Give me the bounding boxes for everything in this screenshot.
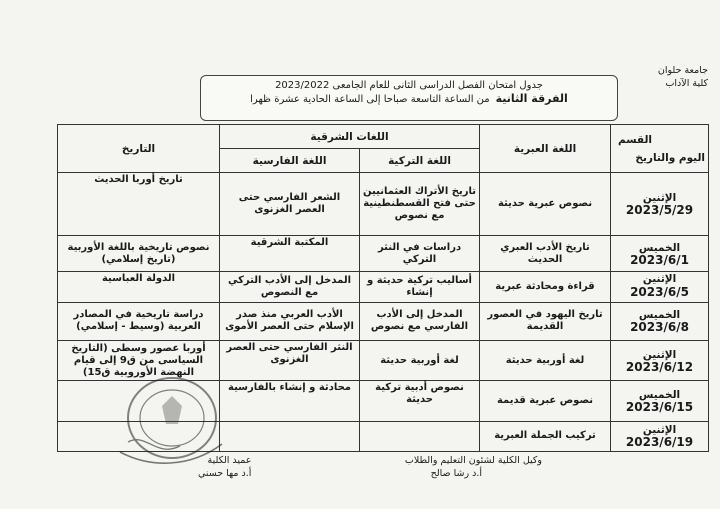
day-date-cell [611, 272, 709, 302]
hebrew-cell: نصوص عبرية قديمة [480, 381, 611, 421]
turkish-cell [360, 421, 480, 451]
header-hebrew: اللغة العبرية [480, 125, 611, 173]
day-name: الإثنين [642, 273, 677, 286]
persian-cell: المدخل إلى الأدب التركي مع النصوص [220, 272, 360, 302]
turkish-cell: تاريخ الأتراك العثمانيين حتى فتح القسطنطينية مع نصوص [360, 173, 480, 236]
day-date-cell [611, 381, 709, 421]
exam-date: 2023/6/1 [630, 252, 689, 267]
day-date-cell [611, 340, 709, 380]
exam-time: من الساعة التاسعة صباحا إلى الساعة الحادية عشرة ظهرا [250, 94, 490, 105]
signatures-area [0, 452, 720, 509]
day-date-cell [611, 302, 709, 340]
day-name: الإثنين [642, 348, 677, 361]
day-name: الإثنين [642, 192, 677, 205]
day-name: الخميس [638, 388, 681, 401]
vice-dean-title: وكيل الكلية لشئون التعليم والطلاب [404, 455, 542, 466]
exam-date: 2023/6/8 [630, 320, 689, 335]
hebrew-cell: نصوص عبرية حديثة [480, 173, 611, 236]
header-eastern-languages: اللغات الشرقية [220, 125, 480, 149]
persian-cell: المكتبة الشرقية [220, 236, 360, 272]
table-row [58, 302, 709, 340]
turkish-cell: لغة أوربية حديثة [360, 340, 480, 380]
header-history: التاريخ [58, 125, 220, 173]
turkish-cell: نصوص أدبية تركية حديثة [360, 381, 480, 421]
persian-cell [220, 421, 360, 451]
persian-cell: الأدب العربي منذ صدر الإسلام حتى العصر الأموى [220, 302, 360, 340]
turkish-cell: أساليب تركية حديثة و إنشاء [360, 272, 480, 302]
university-name: جامعة حلوان [657, 65, 708, 76]
header-day-date: اليوم والتاريخ [635, 151, 706, 164]
faculty-name: كلية الآداب [665, 78, 708, 89]
header-persian: اللغة الفارسية [220, 149, 360, 173]
turkish-cell: المدخل إلى الأدب الفارسي مع نصوص [360, 302, 480, 340]
table-row [58, 173, 709, 236]
turkish-cell: دراسات في النثر التركي [360, 236, 480, 272]
hebrew-cell: تركيب الجملة العبرية [480, 421, 611, 451]
table-row [58, 272, 709, 302]
history-cell: تاريخ أوربا الحديث [58, 173, 220, 236]
exam-date: 2023/6/15 [625, 399, 694, 414]
exam-date: 2023/6/12 [625, 359, 694, 374]
hebrew-cell: تاريخ اليهود في العصور القديمة [480, 302, 611, 340]
history-cell: دراسة تاريخية في المصادر العربية (وسيط - إسلامي) [58, 302, 220, 340]
exam-date: 2023/5/29 [625, 203, 694, 218]
day-date-cell [611, 236, 709, 272]
day-name: الإثنين [642, 424, 677, 437]
vice-dean-signature [405, 454, 542, 480]
dean-title: عميد الكلية [207, 455, 252, 466]
persian-cell: الشعر الفارسي حتى العصر الغزنوى [220, 173, 360, 236]
day-date-cell [611, 421, 709, 451]
exam-date: 2023/6/5 [630, 285, 689, 300]
persian-cell: النثر الفارسي حتى العصر الغزنوى [220, 340, 360, 380]
hebrew-cell: تاريخ الأدب العبري الحديث [480, 236, 611, 272]
vice-dean-name: أ.د رشا صالح [430, 468, 482, 479]
dean-signature [198, 454, 251, 480]
day-name: الخميس [638, 241, 681, 254]
hebrew-cell: لغة أوربية حديثة [480, 340, 611, 380]
day-name: الخميس [638, 309, 681, 322]
year-level: الفرقة الثانية [495, 92, 568, 105]
schedule-title-box [200, 75, 618, 121]
day-date-cell [611, 173, 709, 236]
header-section: القسم [618, 133, 653, 146]
dean-name: أ.د مها حسني [198, 468, 252, 479]
exam-date: 2023/6/19 [625, 435, 694, 450]
table-row [58, 236, 709, 272]
history-cell: نصوص تاريخية باللغة الأوربية (تاريخ إسلامي) [58, 236, 220, 272]
history-cell: الدولة العباسية [58, 272, 220, 302]
header-turkish: اللغة التركية [360, 149, 480, 173]
schedule-subtitle [201, 92, 617, 106]
persian-cell: محادثة و إنشاء بالفارسية [220, 381, 360, 421]
hebrew-cell: قراءة ومحادثة عبرية [480, 272, 611, 302]
schedule-title: جدول امتحان الفصل الدراسى الثانى للعام الجامعى 2023/2022 [275, 80, 543, 91]
history-cell: أوربا عصور وسطى (التاريخ السياسى من ق9 إلى قيام النهضة الأوروبية ق15) [58, 340, 220, 380]
header-section-day [611, 125, 709, 173]
